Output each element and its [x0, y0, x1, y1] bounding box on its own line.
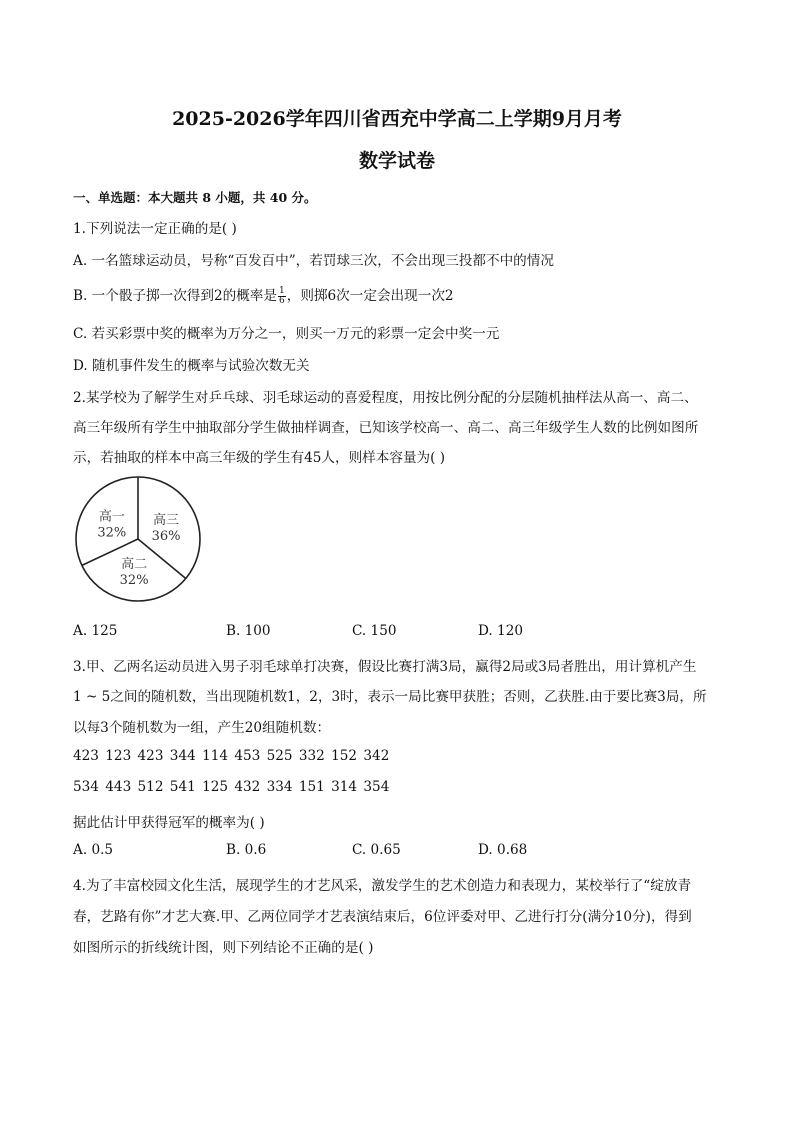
q3-option-c: C. 0.65: [352, 842, 401, 858]
q2-option-b: B. 100: [226, 623, 271, 639]
q1-option-b: [73, 284, 454, 306]
q1-option-a: A. 一名篮球运动员，号称“百发百中”，若罚球三次，不会出现三投都不中的情况: [73, 253, 554, 269]
q2-stem-line1: 2.某学校为了解学生对乒乓球、羽毛球运动的喜爱程度，用按比例分配的分层随机抽样法从高一、高二、: [73, 390, 698, 406]
q3-option-b: B. 0.6: [226, 842, 267, 858]
pie-value-高一: 32%: [97, 525, 127, 541]
q1-option-b-pre: B. 一个骰子掷一次得到2的概率是: [73, 288, 277, 304]
exam-subtitle: 数学试卷: [358, 150, 435, 172]
exam-title: 2025-2026学年四川省西充中学高二上学期9月月考: [172, 108, 622, 130]
q2-option-d: D. 120: [478, 623, 524, 639]
q1-option-b-post: ，则掷6次一定会出现一次2: [286, 288, 454, 304]
fraction-denominator: 6: [279, 296, 285, 306]
section-heading: 一、单选题：本大题共 8 小题，共 40 分。: [73, 190, 317, 205]
q3-question: 据此估计甲获得冠军的概率为( ): [73, 815, 265, 831]
q4-stem-line3: 如图所示的折线统计图，则下列结论不正确的是( ): [73, 940, 374, 956]
q2-stem-line3: 示，若抽取的样本中高三年级的学生有45人，则样本容量为( ): [73, 450, 446, 466]
q2-stem-line2: 高三年级所有学生中抽取部分学生做抽样调查，已知该学校高一、高二、高三年级学生人数的比例如图所: [73, 420, 699, 436]
q2-option-c: C. 150: [352, 623, 397, 639]
q1-option-b-fraction: [278, 287, 286, 306]
q1-stem: 1.下列说法一定正确的是( ): [73, 221, 237, 237]
pie-label-高三: 高三: [153, 512, 180, 528]
fraction-numerator: 1: [279, 286, 285, 296]
pie-value-高三: 36%: [151, 528, 181, 544]
q3-option-d: D. 0.68: [478, 842, 528, 858]
pie-value-高二: 32%: [119, 572, 149, 588]
q1-option-c: C. 若买彩票中奖的概率为万分之一，则买一万元的彩票一定会中奖一元: [73, 326, 500, 342]
pie-label-高二: 高二: [121, 556, 148, 572]
q4-stem-line2: 春，艺路有你”才艺大赛.甲、乙两位同学才艺表演结束后，6位评委对甲、乙进行打分(满分10分)，得到: [73, 909, 692, 925]
q3-option-a: A. 0.5: [73, 842, 114, 858]
q3-random-numbers-row2: 534 443 512 541 125 432 334 151 314 354: [73, 779, 390, 795]
q3-stem-line3: 以每3个随机数为一组，产生20组随机数：: [73, 720, 331, 736]
grade-ratio-pie-chart: [68, 474, 208, 604]
q3-random-numbers-row1: 423 123 423 344 114 453 525 332 152 342: [73, 748, 390, 764]
q4-stem-line1: 4.为了丰富校园文化生活，展现学生的才艺风采，激发学生的艺术创造力和表现力，某校举行了“绽放青: [73, 878, 692, 894]
q1-option-d: D. 随机事件发生的概率与试验次数无关: [73, 358, 310, 374]
q3-stem-line2: 1 ~ 5之间的随机数，当出现随机数1，2，3时，表示一局比赛甲获胜；否则，乙获胜.由于要比赛3局，所: [73, 689, 707, 705]
q2-option-a: A. 125: [73, 623, 118, 639]
pie-label-高一: 高一: [98, 509, 125, 525]
q3-stem-line1: 3.甲、乙两名运动员进入男子羽毛球单打决赛，假设比赛打满3局，赢得2局或3局者胜出，用计算机产生: [73, 659, 697, 675]
